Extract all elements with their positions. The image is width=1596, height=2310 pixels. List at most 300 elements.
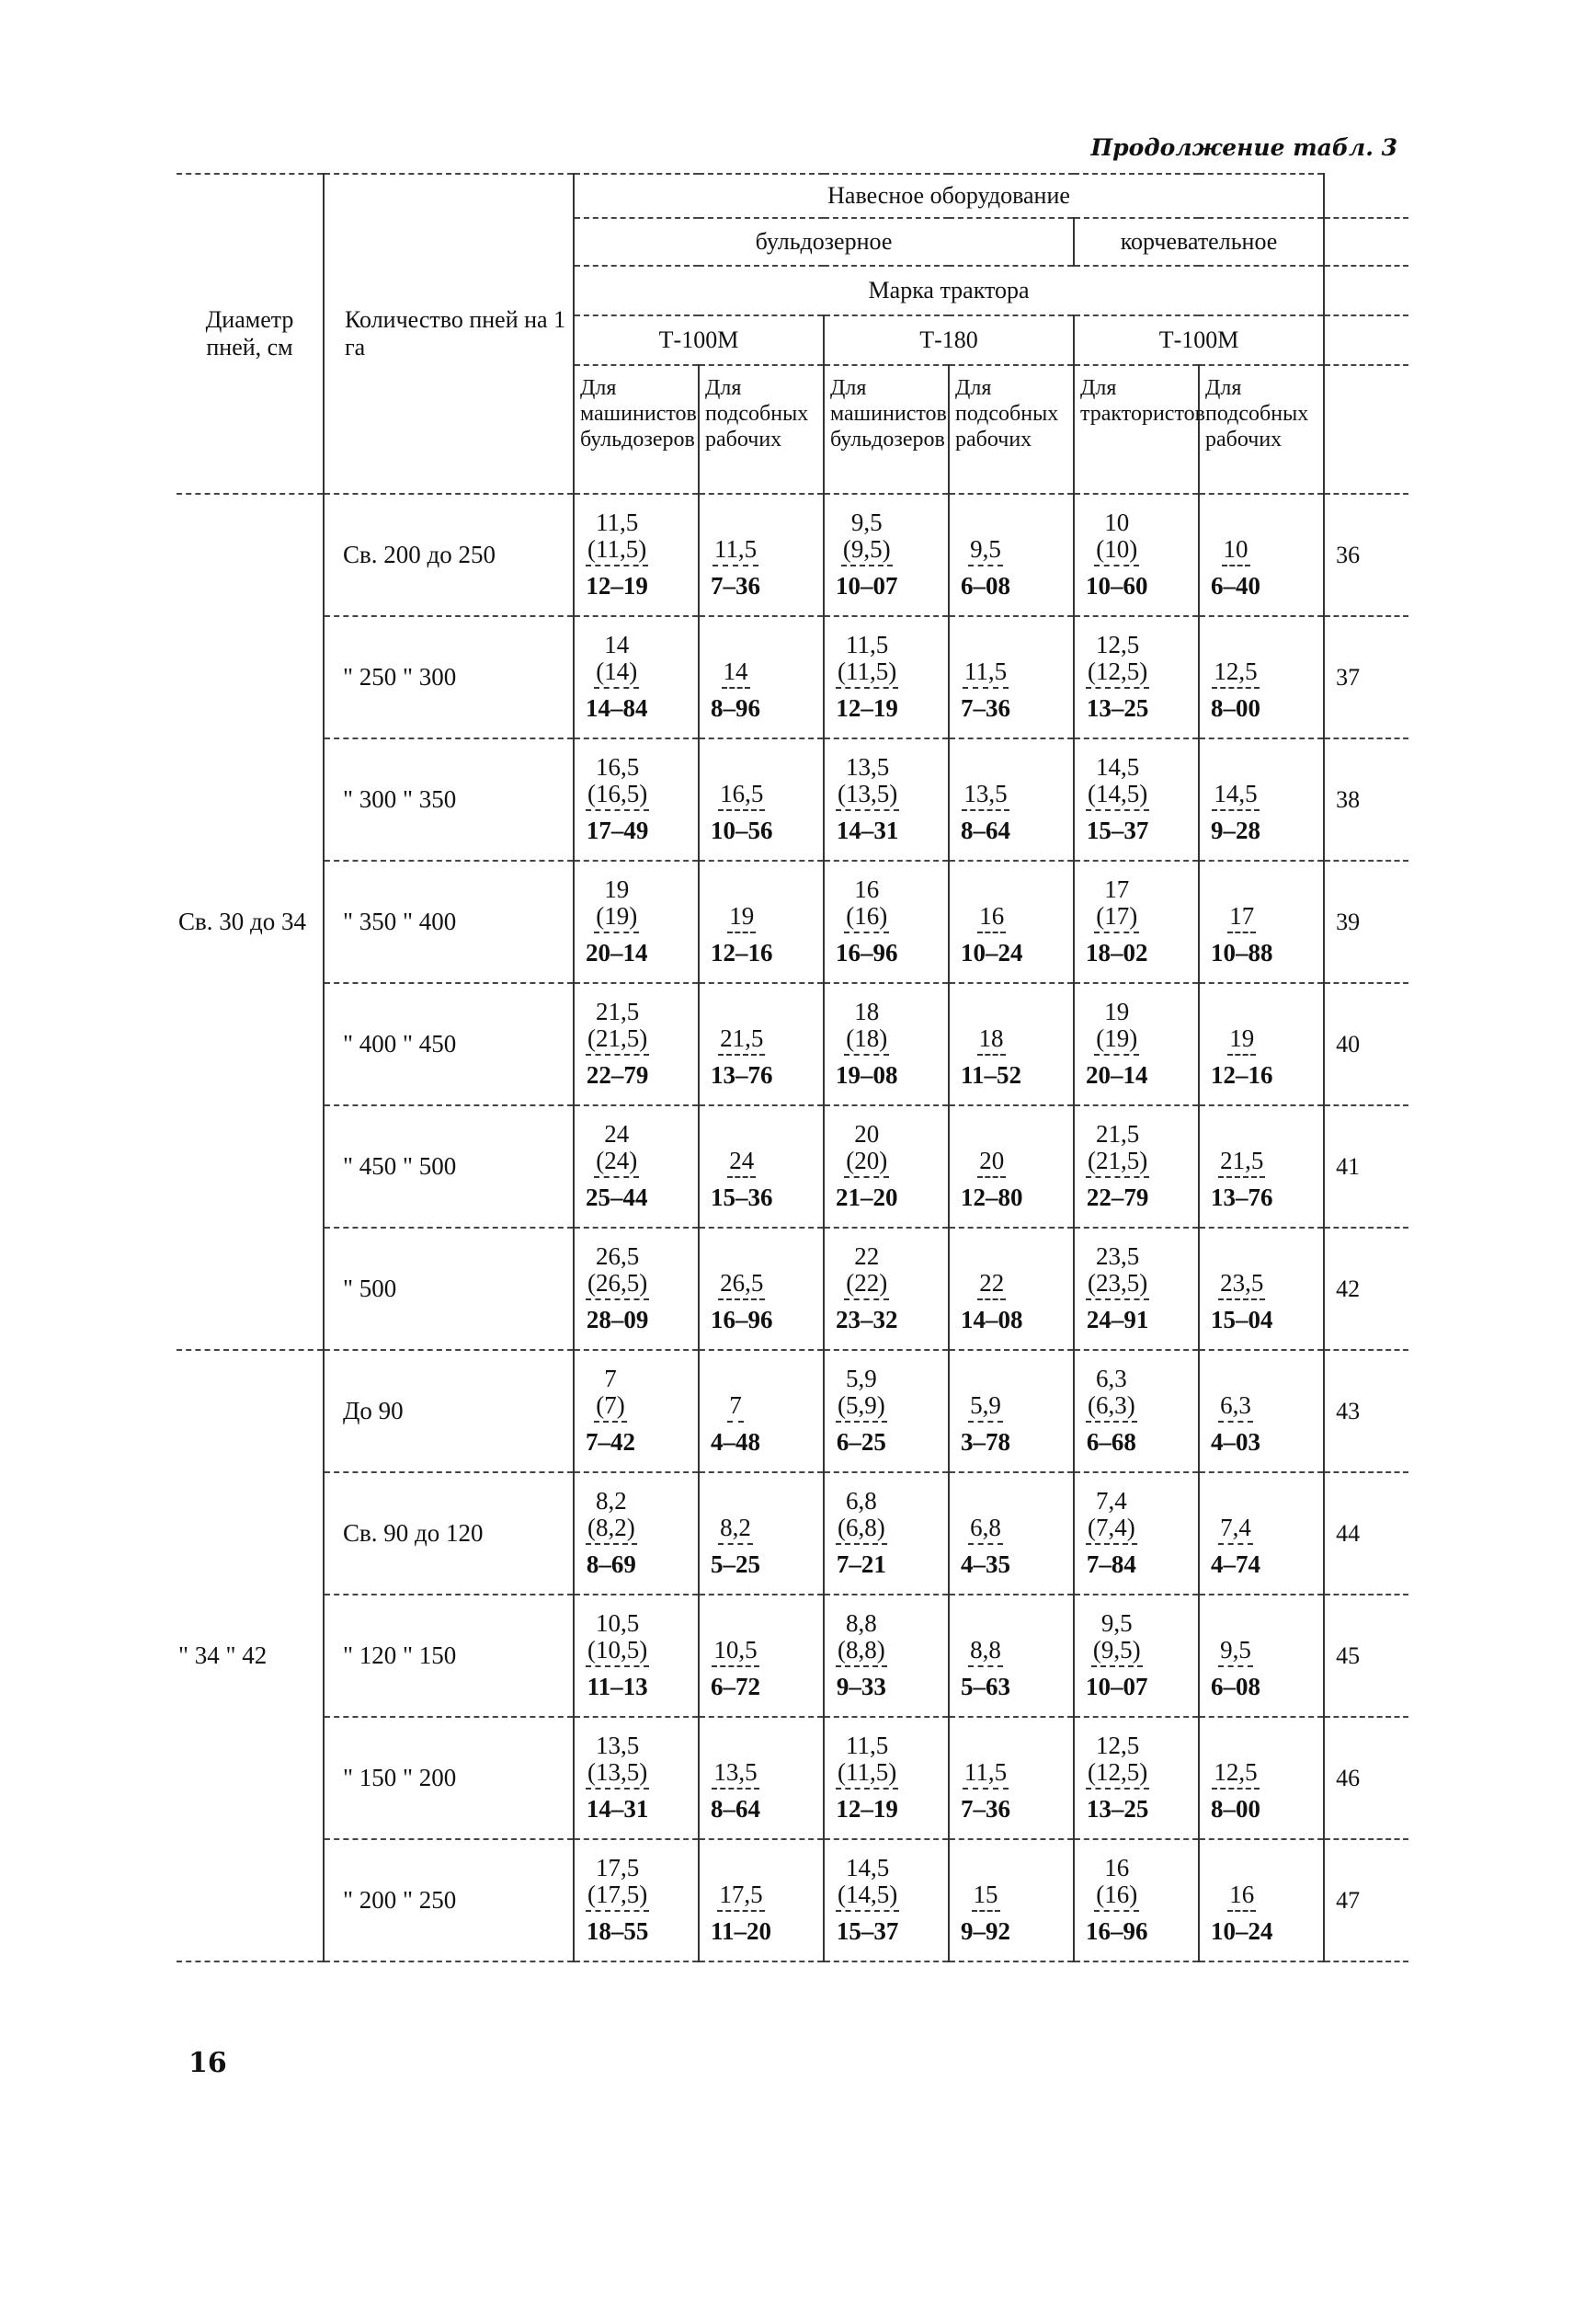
norm-value-parenthesized: (12,5): [1086, 1758, 1149, 1790]
row-number: 41: [1324, 1105, 1408, 1228]
norm-fraction: [586, 1732, 649, 1824]
rate-value: 15–04: [1211, 1305, 1273, 1333]
rate-value: 20–14: [586, 938, 648, 966]
rate-value: 10–88: [1211, 938, 1273, 966]
norm-value: 14: [604, 630, 630, 658]
norm-value-parenthesized: (16,5): [586, 780, 649, 811]
norm-value: 22: [854, 1241, 880, 1270]
value-cell: [574, 1472, 699, 1595]
norm-fraction: [961, 1366, 1010, 1458]
norm-value: 7: [727, 1391, 744, 1423]
rate-value: 8–64: [711, 1794, 760, 1823]
value-cell: [699, 616, 824, 738]
rate-value: 7–42: [586, 1427, 635, 1456]
norm-fraction: [711, 1732, 760, 1824]
norm-fraction: [586, 632, 648, 724]
norm-fraction: [586, 876, 648, 968]
norm-value-parenthesized: (5,9): [836, 1391, 887, 1423]
norm-fraction: [1086, 1610, 1148, 1702]
rate-value: 8–69: [586, 1550, 636, 1578]
norm-value: 23,5: [1095, 1241, 1140, 1270]
value-cell: [824, 616, 949, 738]
norm-value: 26,5: [718, 1269, 765, 1300]
table-row: [177, 616, 1408, 738]
quantity-cell: " 120 " 150: [324, 1595, 574, 1717]
value-cell: [1074, 616, 1199, 738]
value-cell: [949, 1350, 1074, 1472]
value-cell: [1199, 494, 1324, 616]
value-cell: [699, 1472, 824, 1595]
norm-fraction: [836, 999, 898, 1091]
rate-value: 24–91: [1086, 1305, 1149, 1333]
rate-value: 4–03: [1211, 1427, 1260, 1456]
value-cell: [699, 1105, 824, 1228]
value-cell: [949, 1595, 1074, 1717]
rate-value: 13–25: [1086, 1794, 1149, 1823]
norm-fraction: [711, 1243, 773, 1335]
spacer: [961, 754, 1010, 780]
row-number: 43: [1324, 1350, 1408, 1472]
row-number: 47: [1324, 1839, 1408, 1961]
norm-value: 7,4: [1218, 1514, 1253, 1545]
norm-value: 8,2: [718, 1514, 753, 1545]
norm-fraction: [1086, 754, 1149, 846]
header-bulldozer: бульдозерное: [574, 218, 1074, 266]
norm-fraction: [961, 1488, 1010, 1580]
spacer: [711, 1610, 760, 1636]
norm-value-parenthesized: (8,2): [586, 1514, 637, 1545]
value-cell: [1074, 1472, 1199, 1595]
norm-value: 16: [1104, 1853, 1130, 1881]
value-cell: [1074, 738, 1199, 861]
norm-fraction: [1086, 1121, 1149, 1213]
spacer: [1211, 509, 1260, 535]
spacer: [711, 509, 760, 535]
norm-fraction: [836, 509, 898, 601]
spacer: [961, 1855, 1010, 1881]
header-blank: [1324, 266, 1408, 315]
spacer: [961, 1366, 1010, 1391]
norm-value-parenthesized: (7): [594, 1391, 626, 1423]
norm-value-parenthesized: (6,3): [1086, 1391, 1137, 1423]
header-sub-4: Для подсобных рабочих: [949, 365, 1074, 494]
value-cell: [574, 983, 699, 1105]
norm-value: 15: [972, 1881, 1000, 1912]
norm-value-parenthesized: (7,4): [1086, 1514, 1137, 1545]
norm-value: 13,5: [962, 780, 1009, 811]
norm-value-parenthesized: (8,8): [836, 1636, 887, 1667]
norm-fraction: [961, 876, 1023, 968]
norm-value-parenthesized: (16): [1094, 1881, 1139, 1912]
rate-value: 9–92: [961, 1916, 1010, 1945]
norm-value-parenthesized: (12,5): [1086, 658, 1149, 689]
table-continuation-caption: Продолжение табл. 3: [1090, 134, 1397, 161]
norm-value: 19: [727, 902, 756, 933]
row-number: 37: [1324, 616, 1408, 738]
rate-value: 8–64: [961, 816, 1010, 844]
rate-value: 20–14: [1086, 1060, 1148, 1089]
norm-fraction: [1086, 876, 1148, 968]
norm-fraction: [586, 1855, 649, 1947]
spacer: [961, 1121, 1023, 1147]
rate-value: 13–76: [1211, 1183, 1273, 1211]
norm-fraction: [961, 754, 1010, 846]
norm-value-parenthesized: (18): [844, 1024, 889, 1056]
norm-value-parenthesized: (14,5): [1086, 780, 1149, 811]
quantity-cell: " 450 " 500: [324, 1105, 574, 1228]
value-cell: [949, 1472, 1074, 1595]
norm-value: 16: [1227, 1881, 1256, 1912]
rate-value: 14–84: [586, 693, 648, 722]
value-cell: [824, 1472, 949, 1595]
row-number: 45: [1324, 1595, 1408, 1717]
value-cell: [949, 738, 1074, 861]
rate-value: 21–20: [836, 1183, 898, 1211]
rate-value: 19–08: [836, 1060, 898, 1089]
rate-value: 22–79: [1086, 1183, 1149, 1211]
norm-value: 19: [604, 875, 630, 903]
rate-value: 14–31: [586, 1794, 649, 1823]
spacer: [1211, 1610, 1260, 1636]
norm-fraction: [1211, 754, 1260, 846]
norm-fraction: [961, 999, 1021, 1091]
spacer: [711, 1366, 760, 1391]
norm-value: 12,5: [1095, 1731, 1140, 1759]
norm-fraction: [836, 1243, 898, 1335]
table-row: [177, 1105, 1408, 1228]
norm-value: 20: [854, 1119, 880, 1148]
norm-value: 23,5: [1218, 1269, 1265, 1300]
table-body: [177, 494, 1408, 1961]
norm-fraction: [711, 754, 773, 846]
rate-value: 6–72: [711, 1672, 760, 1700]
value-cell: [699, 494, 824, 616]
rate-value: 9–33: [836, 1672, 886, 1700]
norm-value: 8,8: [845, 1608, 877, 1637]
value-cell: [699, 1839, 824, 1961]
stumps-norms-table: [177, 173, 1408, 1962]
value-cell: [699, 738, 824, 861]
value-cell: [949, 616, 1074, 738]
norm-value: 22: [977, 1269, 1006, 1300]
norm-value: 8,2: [595, 1486, 627, 1515]
rate-value: 7–36: [961, 693, 1010, 722]
norm-fraction: [1086, 1366, 1137, 1458]
norm-fraction: [711, 876, 773, 968]
value-cell: [574, 1717, 699, 1839]
norm-fraction: [711, 1366, 760, 1458]
norm-value: 20: [977, 1147, 1006, 1178]
value-cell: [1074, 1350, 1199, 1472]
rate-value: 4–35: [961, 1550, 1010, 1578]
norm-value: 16: [854, 875, 880, 903]
value-cell: [1074, 1228, 1199, 1350]
spacer: [1211, 1488, 1260, 1514]
norm-value-parenthesized: (21,5): [1086, 1147, 1149, 1178]
header-quantity: [324, 174, 574, 494]
spacer: [711, 1732, 760, 1758]
value-cell: [949, 861, 1074, 983]
norm-value: 8,8: [968, 1636, 1003, 1667]
value-cell: [1199, 1595, 1324, 1717]
norm-value: 18: [854, 997, 880, 1025]
rate-value: 15–37: [836, 1916, 899, 1945]
norm-fraction: [1086, 1732, 1149, 1824]
spacer: [961, 1610, 1010, 1636]
header-t100m-rooter: Т-100М: [1074, 315, 1324, 365]
quantity-cell: " 350 " 400: [324, 861, 574, 983]
norm-fraction: [836, 876, 898, 968]
norm-value: 9,5: [850, 508, 883, 536]
quantity-cell: Св. 90 до 120: [324, 1472, 574, 1595]
norm-value-parenthesized: (23,5): [1086, 1269, 1149, 1300]
norm-fraction: [711, 509, 760, 601]
norm-value-parenthesized: (13,5): [586, 1758, 649, 1790]
norm-value: 10: [1104, 508, 1130, 536]
rate-value: 12–16: [1211, 1060, 1273, 1089]
rate-value: 7–21: [836, 1550, 886, 1578]
norm-value: 12,5: [1212, 1758, 1259, 1790]
row-number: 40: [1324, 983, 1408, 1105]
value-cell: [574, 1228, 699, 1350]
norm-fraction: [836, 1855, 899, 1947]
spacer: [1211, 632, 1260, 658]
norm-value: 5,9: [845, 1364, 877, 1392]
norm-value: 16,5: [718, 780, 765, 811]
rate-value: 23–32: [836, 1305, 898, 1333]
norm-value-parenthesized: (10): [1094, 535, 1139, 566]
quantity-cell: " 250 " 300: [324, 616, 574, 738]
norm-fraction: [1211, 1121, 1273, 1213]
norm-fraction: [1086, 509, 1148, 601]
value-cell: [1074, 1105, 1199, 1228]
norm-value-parenthesized: (17,5): [586, 1881, 649, 1912]
rate-value: 11–52: [961, 1060, 1022, 1089]
value-cell: [949, 494, 1074, 616]
row-number: 46: [1324, 1717, 1408, 1839]
header-quantity-label: Количество пней на 1 га: [345, 306, 566, 360]
norm-fraction: [1211, 1366, 1260, 1458]
norm-fraction: [711, 1488, 760, 1580]
value-cell: [574, 616, 699, 738]
diameter-cell: [177, 494, 324, 1350]
norm-fraction: [1211, 999, 1273, 1091]
norm-fraction: [586, 1366, 635, 1458]
norm-value: 24: [604, 1119, 630, 1148]
norm-value: 16,5: [595, 752, 640, 781]
table-row: [177, 861, 1408, 983]
value-cell: [574, 1839, 699, 1961]
value-cell: [949, 1717, 1074, 1839]
rate-value: 6–08: [961, 571, 1010, 600]
value-cell: [949, 983, 1074, 1105]
norm-fraction: [836, 1121, 898, 1213]
norm-value-parenthesized: (21,5): [586, 1024, 649, 1056]
quantity-cell: До 90: [324, 1350, 574, 1472]
rate-value: 10–24: [1211, 1916, 1273, 1945]
value-cell: [1199, 861, 1324, 983]
value-cell: [699, 983, 824, 1105]
rate-value: 6–25: [836, 1427, 886, 1456]
norm-fraction: [836, 1488, 887, 1580]
norm-fraction: [836, 1366, 887, 1458]
norm-value-parenthesized: (19): [1094, 1024, 1139, 1056]
header-diameter: [177, 174, 324, 494]
norm-fraction: [1211, 509, 1260, 601]
norm-fraction: [1211, 1488, 1260, 1580]
norm-value: 11,5: [963, 1758, 1009, 1790]
table-row: [177, 983, 1408, 1105]
norm-fraction: [1211, 632, 1260, 724]
norm-fraction: [961, 1855, 1010, 1947]
norm-value: 14,5: [1095, 752, 1140, 781]
spacer: [961, 632, 1010, 658]
norm-value: 17,5: [595, 1853, 640, 1881]
norm-value-parenthesized: (17): [1094, 902, 1139, 933]
norm-fraction: [1086, 1243, 1149, 1335]
spacer: [1211, 1121, 1273, 1147]
norm-value: 17: [1227, 902, 1256, 933]
spacer: [961, 1243, 1023, 1269]
spacer: [711, 999, 773, 1024]
norm-value: 14,5: [845, 1853, 890, 1881]
norm-fraction: [836, 632, 898, 724]
norm-value: 19: [1227, 1024, 1256, 1056]
row-number: 38: [1324, 738, 1408, 861]
norm-value: 6,3: [1218, 1391, 1253, 1423]
norm-fraction: [1211, 1610, 1260, 1702]
rate-value: 7–36: [711, 571, 760, 600]
norm-fraction: [1211, 1855, 1273, 1947]
rate-value: 7–36: [961, 1794, 1010, 1823]
norm-fraction: [711, 1610, 760, 1702]
norm-fraction: [836, 1732, 898, 1824]
spacer: [961, 1488, 1010, 1514]
norm-value: 11,5: [845, 630, 889, 658]
norm-value: 6,3: [1095, 1364, 1127, 1392]
rate-value: 5–63: [961, 1672, 1010, 1700]
rate-value: 3–78: [961, 1427, 1010, 1456]
value-cell: [1074, 983, 1199, 1105]
rate-value: 10–56: [711, 816, 773, 844]
rate-value: 12–19: [586, 571, 648, 600]
value-cell: [1074, 1839, 1199, 1961]
value-cell: [574, 1350, 699, 1472]
norm-fraction: [711, 632, 760, 724]
norm-value: 9,5: [1100, 1608, 1133, 1637]
value-cell: [699, 1717, 824, 1839]
value-cell: [1199, 1472, 1324, 1595]
spacer: [1211, 1855, 1273, 1881]
norm-fraction: [836, 754, 899, 846]
norm-fraction: [586, 999, 649, 1091]
value-cell: [824, 1350, 949, 1472]
value-cell: [824, 1228, 949, 1350]
norm-value: 6,8: [968, 1514, 1003, 1545]
norm-fraction: [1086, 1855, 1148, 1947]
spacer: [961, 509, 1010, 535]
norm-fraction: [961, 509, 1010, 601]
norm-fraction: [1086, 1488, 1137, 1580]
norm-fraction: [961, 1732, 1010, 1824]
norm-value: 21,5: [1218, 1147, 1265, 1178]
norm-value-parenthesized: (9,5): [1091, 1636, 1143, 1667]
rate-value: 12–80: [961, 1183, 1023, 1211]
value-cell: [824, 494, 949, 616]
value-cell: [1199, 616, 1324, 738]
norm-value-parenthesized: (19): [594, 902, 639, 933]
table-row: [177, 1228, 1408, 1350]
norm-value: 10,5: [712, 1636, 758, 1667]
rate-value: 11–20: [711, 1916, 772, 1945]
rate-value: 6–40: [1211, 571, 1260, 600]
spacer: [1211, 1732, 1260, 1758]
row-number: 44: [1324, 1472, 1408, 1595]
norm-value: 7: [604, 1364, 617, 1392]
norm-value-parenthesized: (11,5): [836, 658, 898, 689]
norm-fraction: [586, 1488, 637, 1580]
norm-value: 11,5: [712, 535, 758, 566]
norm-value: 9,5: [1218, 1636, 1253, 1667]
row-number: 36: [1324, 494, 1408, 616]
rate-value: 15–37: [1086, 816, 1149, 844]
rate-value: 8–00: [1211, 1794, 1260, 1823]
norm-fraction: [711, 1121, 773, 1213]
spacer: [1211, 999, 1273, 1024]
table-row: [177, 1472, 1408, 1595]
rate-value: 17–49: [586, 816, 649, 844]
header-t180: Т-180: [824, 315, 1074, 365]
value-cell: [699, 1350, 824, 1472]
rate-value: 22–79: [586, 1060, 649, 1089]
header-sub-6: Для подсобных рабочих: [1199, 365, 1324, 494]
norm-value: 13,5: [845, 752, 890, 781]
value-cell: [824, 983, 949, 1105]
rate-value: 14–31: [836, 816, 899, 844]
norm-value-parenthesized: (10,5): [586, 1636, 649, 1667]
norm-value: 17,5: [717, 1881, 764, 1912]
value-cell: [699, 1595, 824, 1717]
header-blank: [1324, 174, 1408, 218]
norm-value-parenthesized: (6,8): [836, 1514, 887, 1545]
value-cell: [574, 494, 699, 616]
value-cell: [1074, 494, 1199, 616]
row-number: 42: [1324, 1228, 1408, 1350]
norm-value: 21,5: [718, 1024, 765, 1056]
value-cell: [1199, 983, 1324, 1105]
spacer: [711, 876, 773, 902]
norm-value: 16: [977, 902, 1006, 933]
norm-value-parenthesized: (11,5): [836, 1758, 898, 1790]
norm-value-parenthesized: (11,5): [586, 535, 648, 566]
norm-fraction: [961, 632, 1010, 724]
rate-value: 13–25: [1086, 693, 1149, 722]
table-row: [177, 1717, 1408, 1839]
norm-value: 7,4: [1095, 1486, 1127, 1515]
diameter-cell: [177, 1350, 324, 1961]
spacer: [961, 876, 1023, 902]
page-number: 16: [188, 2047, 227, 2079]
value-cell: [574, 861, 699, 983]
spacer: [711, 1488, 760, 1514]
norm-value: 14: [722, 658, 750, 689]
diameter-label: Св. 30 до 34: [178, 908, 306, 935]
value-cell: [1199, 1839, 1324, 1961]
norm-fraction: [586, 1121, 648, 1213]
rate-value: 4–48: [711, 1427, 760, 1456]
rate-value: 13–76: [711, 1060, 773, 1089]
norm-value: 17: [1104, 875, 1130, 903]
